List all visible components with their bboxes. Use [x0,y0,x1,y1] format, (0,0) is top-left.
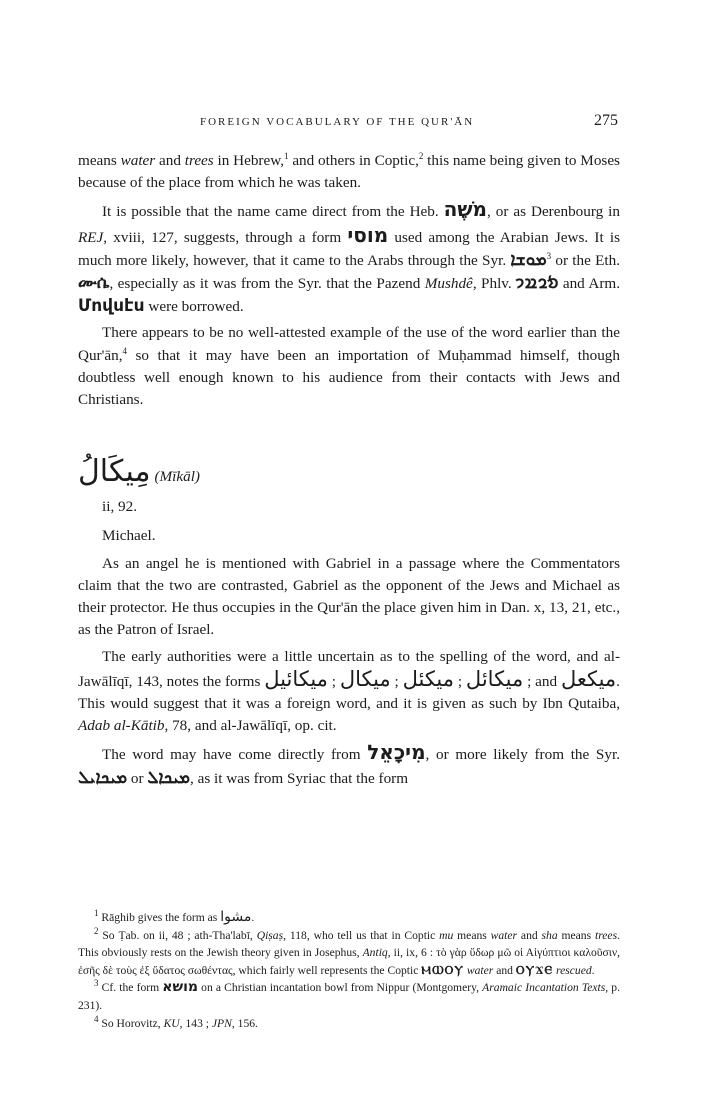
italic-term: water [466,963,494,977]
text-run: , 143 ; [179,1016,212,1030]
text-run: means [453,928,491,942]
coptic-word: ⲞⲨϪⲈ [515,962,554,977]
text-run: , 118, who tell us that in Coptic [283,928,440,942]
text-run: , 156. [231,1016,258,1030]
footnote-number: 2 [94,925,99,936]
text-run: . [591,963,595,977]
text-run: or the Eth. [551,251,621,269]
italic-term: KU [163,1016,180,1030]
text-run: ; [454,672,466,690]
text-run: in Hebrew, [213,152,285,169]
footnote-1 [78,909,620,927]
italic-term: Mushdê [424,275,473,293]
text-run: , as it was from Syriac that the form [189,769,409,787]
text-run: , ii, ix, 6 : τὸ γὰρ ὕδωρ μῶ οἱ Αἰγύπτιοι καλοῦσιν, ἐσῆς δὲ τοὺς ἐξ ὕδατος σωθέντας, which fairly well represents the Coptic [78,946,621,977]
italic-term: Qiṣaṣ [256,928,284,942]
page-number: 275 [594,112,618,129]
arabic-word: مشوا [220,909,252,925]
italic-term: Aramaic Incantation Texts [482,981,606,995]
syriac-word: ܡܘܫܐ [510,249,547,270]
footnote-ref: 1 [284,150,289,161]
paragraph-moses-source [78,198,620,318]
text-run: or [127,769,148,787]
text-run: and [155,152,185,169]
italic-term: rescued [556,963,592,977]
text-run: So Horovitz, [98,1016,164,1030]
text-run: There appears to be no well-attested example of the use of the word earlier than the Qur'ān, [78,324,620,364]
italic-term: trees [184,152,214,169]
text-run: ; [327,672,340,690]
text-run: and [493,963,516,977]
text-run: , Phlv. [472,275,517,293]
entry-arabic-headword: مِيكَالُ [78,454,151,490]
text-run: means [78,152,121,169]
footnote-ref: 4 [122,345,127,356]
paragraph-michael-spelling [78,646,620,738]
footnote-number: 4 [94,1013,99,1024]
text-run: so that it may have been an importation of Muḥammad himself, though doubtless well enough known to his audience from their contacts with Jews and Christians. [78,346,620,409]
text-run: The early authorities were a little uncertain as to the spelling of the word, and al-Jawālīqī, 143, notes the forms [78,647,620,690]
text-run: The word may have come directly from [102,746,368,764]
text-run: ; and [523,672,561,690]
footnote-4 [78,1015,620,1033]
hebrew-word: מוסי [347,222,389,247]
italic-term: Antiq [362,946,388,960]
text-run: and Arm. [558,275,620,293]
footnote-3 [78,979,620,1014]
text-run: , or more likely from the Syr. [425,746,620,764]
footnotes [78,909,620,1032]
footnote-2 [78,927,620,980]
italic-term: sha [541,928,558,942]
text-run: were borrowed. [144,298,244,316]
paragraph-michael-source [78,741,620,789]
coptic-word: ⲘⲰⲞⲨ [421,962,464,977]
text-run: It is possible that the name came direct from the Heb. [102,203,444,221]
paragraph-moses-attestation [78,322,620,411]
arabic-word: ميكائل [465,666,524,691]
text-run: Rāghib gives the form as [98,911,221,924]
entry-heading [78,454,620,490]
italic-term: water [120,152,156,169]
arabic-word: ميكعل [560,666,617,691]
italic-term: REJ [78,228,104,246]
arabic-word: ميكال [339,666,391,691]
text-run: Cf. the form [98,981,163,995]
pahlavi-word: 𐭬𐭥𐭱𐭩 [516,273,559,294]
text-run: . This would suggest that it was a foreign word, and it is given as such by Ibn Qutaiba, [78,672,620,713]
armenian-word: Մովսէս [78,296,145,317]
text-run: . [251,911,255,924]
italic-term: JPN [211,1016,232,1030]
italic-term: mu [439,928,454,942]
syriac-word: ܡܝܟܐܠ [147,767,190,788]
hebrew-word: מֹשֶׁה [443,197,488,222]
text-run: this name being given to Moses because of the place from which he was taken. [78,152,620,192]
text-run: and others in Coptic, [288,152,419,169]
text-run: means [557,928,595,942]
running-head: FOREIGN VOCABULARY OF THE QUR'ĀN [200,116,475,128]
entry-gloss: Michael. [102,526,156,544]
text-run: , especially as it was from the Syr. that the Pazend [109,275,425,293]
text-run: used among the Arabian Jews. It is much more likely, however, that it came to the Arabs through the Syr. [78,228,620,269]
text-run: and [517,928,542,942]
footnote-ref: 2 [418,150,424,161]
footnote-ref: 3 [546,250,552,261]
italic-term: trees [594,928,618,942]
hebrew-word: מִיכָאֵל [367,740,426,765]
text-run: . This obviously rests on the Jewish theory given in Josephus, [78,928,620,960]
italic-term: Adab al-Kātib [78,717,165,735]
footnote-number: 3 [94,978,99,989]
arabic-word: ميكائيل [264,666,328,691]
ethiopic-word: ሙሴ [78,273,110,294]
text-run: on a Christian incantation bowl from Nippur (Montgomery, [198,981,483,995]
text-run: , 78, and al-Jawālīqī, op. cit. [164,717,337,735]
entry-reference: ii, 92. [102,498,138,516]
text-run: ; [390,672,403,690]
entry-transliteration: (Mīkāl) [154,468,200,486]
italic-term: water [490,928,518,942]
section-gap [78,415,620,439]
text-run: , xviii, 127, suggests, through a form [103,228,348,246]
paragraph-moses-etymology [78,150,620,194]
syriac-word: ܡܝܟܐܝܠ [78,767,128,788]
text-run: , p. 231). [78,981,620,1012]
text-run: So Ṭab. on ii, 48 ; ath-Tha'labī, [98,928,257,942]
page-header [0,112,728,136]
hebrew-word: מושא [162,979,199,996]
paragraph-michael-angel: As an angel he is mentioned with Gabriel in a passage where the Commentators claim that the two are contrasted, Gabriel as the opponent of the Jews and Michael as their protector. He thus occupies in the Qur'ān the place given him in Dan. x, 13, 21, etc., as the Patron of Israel. [78,554,620,639]
main-text [78,150,620,794]
footnote-number: 1 [94,908,99,919]
text-run: , or as Derenbourg in [487,203,620,221]
arabic-word: ميكئل [402,666,455,691]
